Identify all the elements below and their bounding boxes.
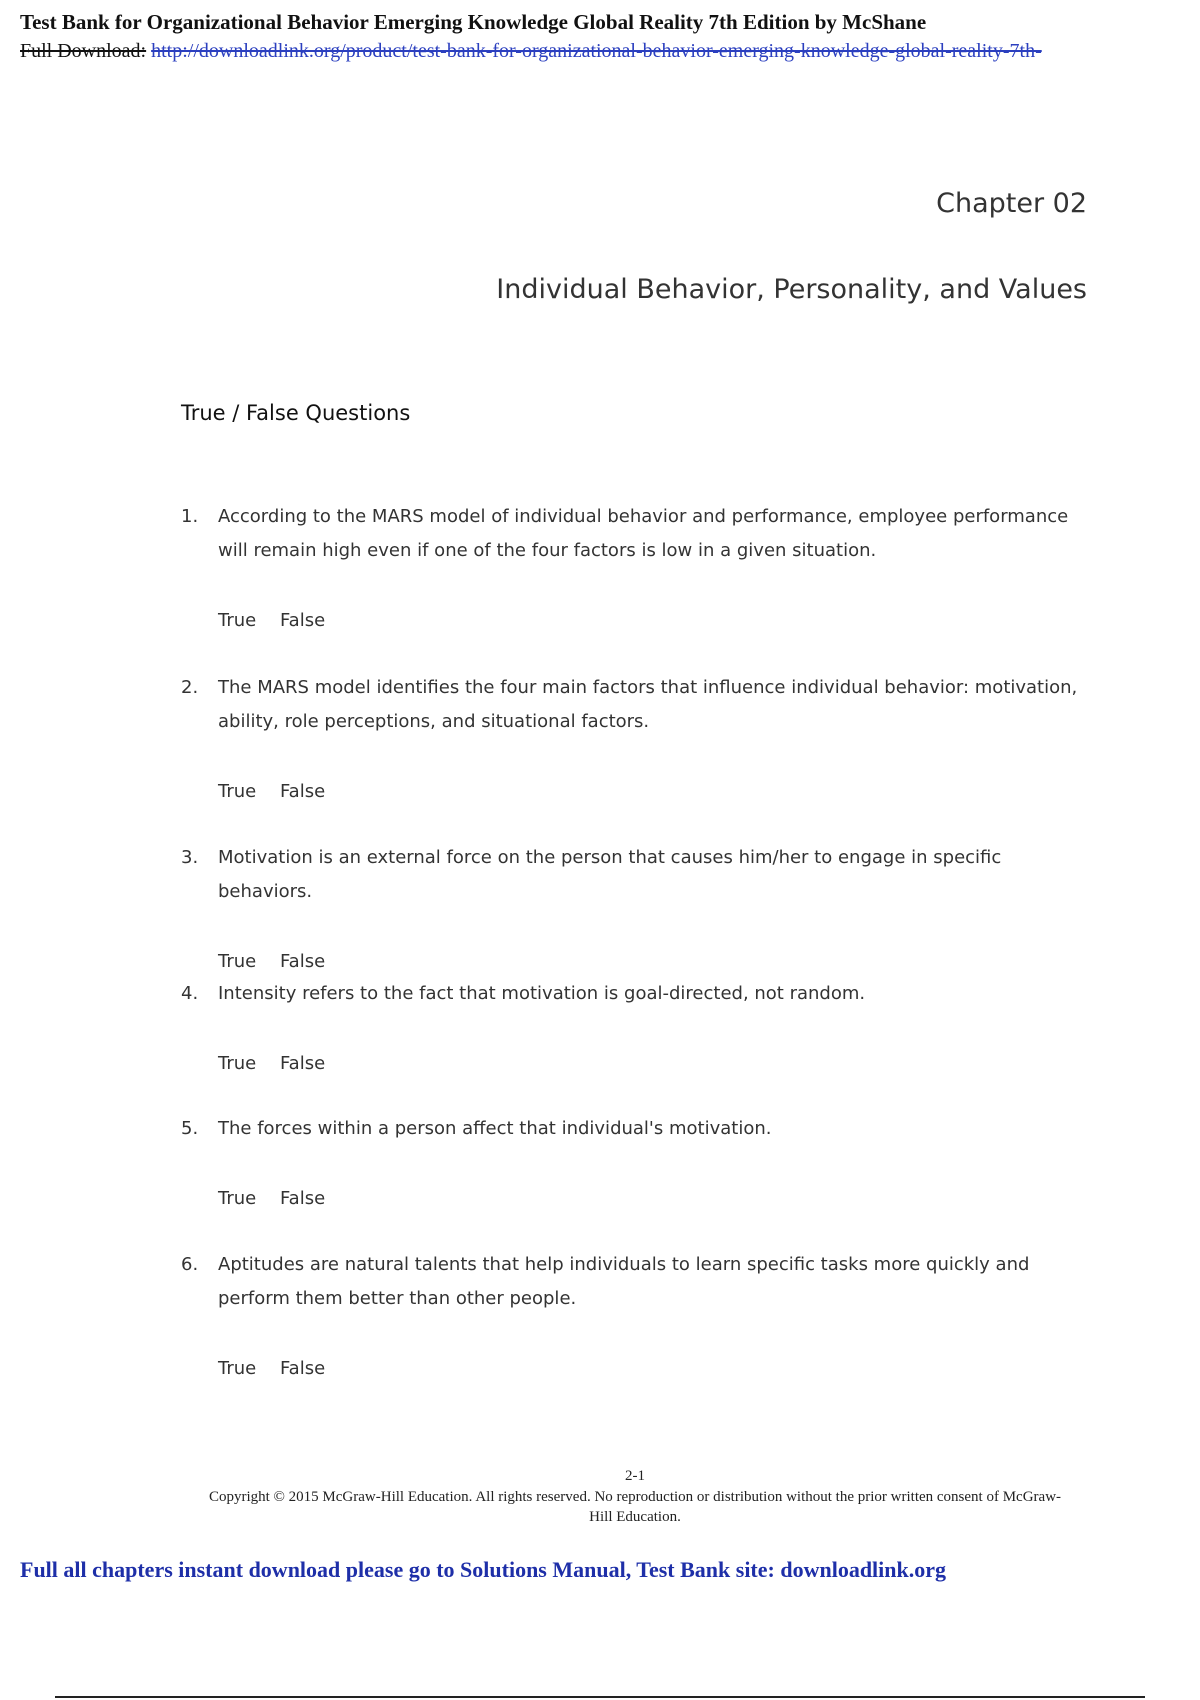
chapter-title: Individual Behavior, Personality, and Values (496, 274, 1087, 305)
download-promo-link[interactable]: Full all chapters instant download please go to Solutions Manual, Test Bank site: downloadlink.org (20, 1557, 947, 1582)
download-line (20, 40, 1200, 63)
option-false: False (279, 1053, 326, 1074)
answer-options (218, 604, 1081, 638)
question-number: 2. (181, 677, 199, 698)
question-text: Motivation is an external force on the person that causes him/her to engage in specific behaviors. (218, 847, 1002, 902)
question-4 (181, 977, 865, 1081)
question-number: 6. (181, 1254, 199, 1275)
question-text: The forces within a person affect that individual's motivation. (218, 1118, 772, 1139)
answer-options (218, 1047, 865, 1081)
question-number: 5. (181, 1118, 199, 1139)
question-number: 1. (181, 506, 199, 527)
bottom-divider (55, 1696, 1145, 1698)
question-5 (181, 1112, 771, 1216)
question-text: Aptitudes are natural talents that help individuals to learn specific tasks more quickly and perform them better than other people. (218, 1254, 1030, 1309)
option-true: True (218, 951, 257, 972)
option-false: False (279, 951, 326, 972)
option-true: True (218, 1358, 257, 1379)
question-number: 4. (181, 983, 199, 1004)
copyright-notice: Copyright © 2015 McGraw-Hill Education. All rights reserved. No reproduction or distribution without the prior written consent of McGraw-Hill Education. (208, 1489, 1062, 1525)
option-true: True (218, 781, 257, 802)
question-number: 3. (181, 847, 199, 868)
section-heading: True / False Questions (181, 401, 411, 425)
question-text: According to the MARS model of individual behavior and performance, employee performance will remain high even if one of the four factors is low in a given situation. (218, 506, 1069, 561)
answer-options (218, 945, 1081, 979)
chapter-number: Chapter 02 (936, 188, 1087, 219)
question-2 (181, 671, 1081, 809)
question-6 (181, 1248, 1081, 1386)
page-number: 2-1 (625, 1468, 645, 1484)
question-text: The MARS model identifies the four main factors that influence individual behavior: motivation, ability, role perceptions, and situational factors. (218, 677, 1078, 732)
answer-options (218, 1352, 1081, 1386)
option-false: False (279, 781, 326, 802)
download-label: Full Download: (20, 40, 147, 62)
option-false: False (279, 1188, 326, 1209)
question-3 (181, 841, 1081, 979)
option-true: True (218, 1053, 257, 1074)
answer-options (218, 775, 1081, 809)
option-false: False (279, 610, 326, 631)
download-link[interactable]: http://downloadlink.org/product/test-bank-for-organizational-behavior-emerging-knowledge-global-reality-7th- (151, 40, 1042, 62)
option-true: True (218, 610, 257, 631)
question-1 (181, 500, 1081, 638)
option-false: False (279, 1358, 326, 1379)
question-text: Intensity refers to the fact that motivation is goal-directed, not random. (218, 983, 866, 1004)
document-header-title: Test Bank for Organizational Behavior Emerging Knowledge Global Reality 7th Edition by McShane (20, 10, 927, 34)
answer-options (218, 1182, 771, 1216)
option-true: True (218, 1188, 257, 1209)
